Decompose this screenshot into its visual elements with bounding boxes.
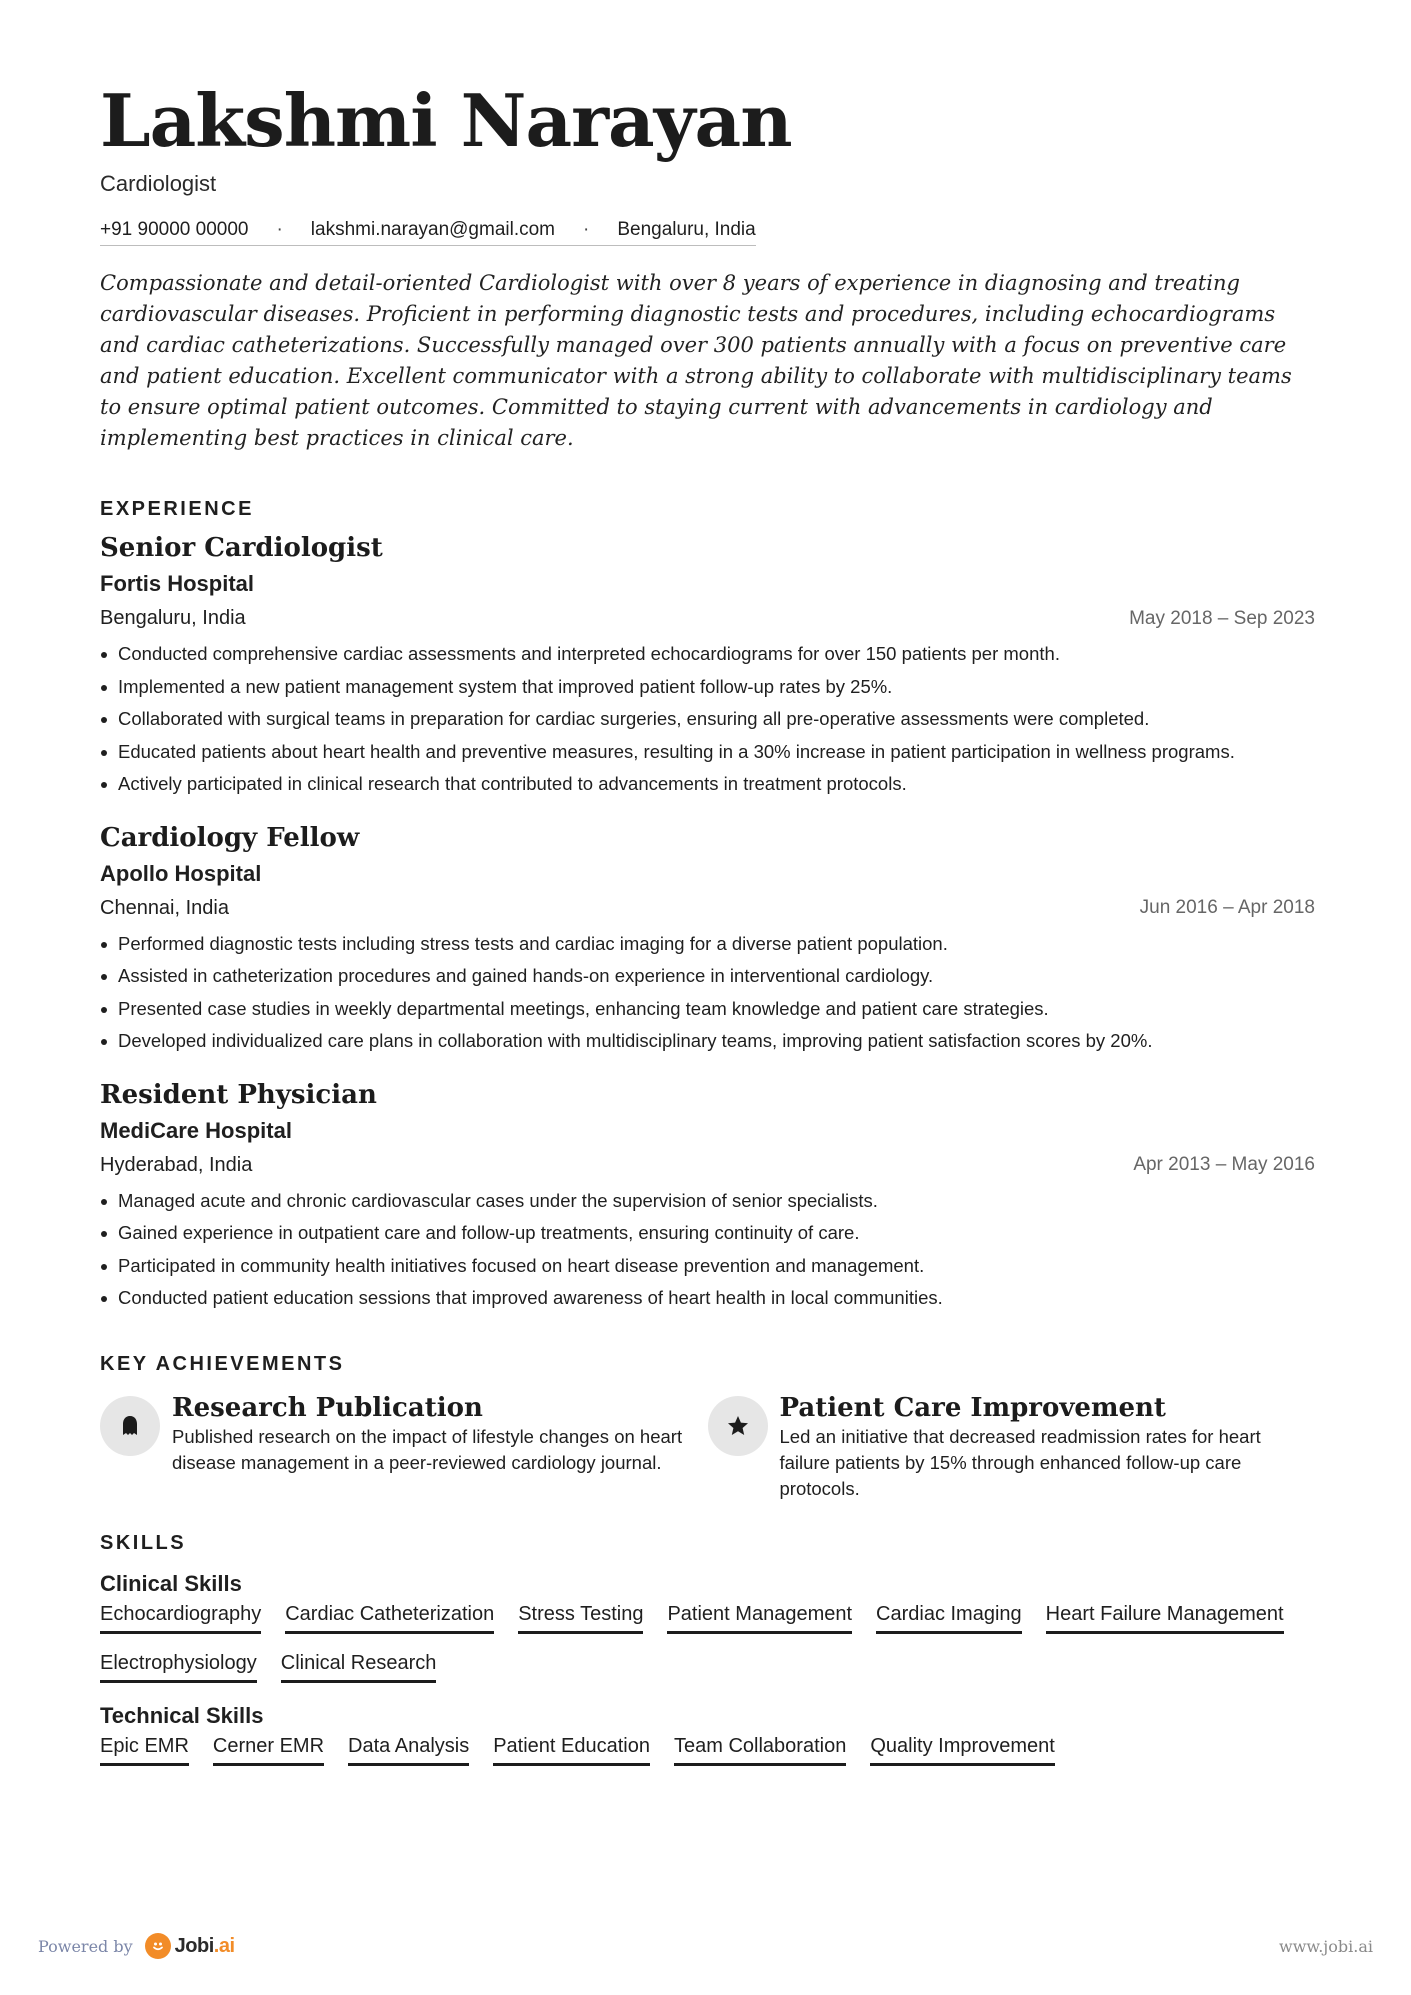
job-dates: Jun 2016 – Apr 2018 xyxy=(1139,897,1315,918)
skill-tag: Stress Testing xyxy=(518,1603,643,1634)
experience-entry xyxy=(100,1080,1315,1315)
achievement-description: Led an initiative that decreased readmission rates for heart failure patients by 15% through enhanced follow-up care protocols. xyxy=(779,1426,1261,1500)
achievement-item xyxy=(100,1394,708,1503)
location: Bengaluru, India xyxy=(617,219,756,240)
logo-suffix: .ai xyxy=(213,1934,235,1957)
position-title: Cardiology Fellow xyxy=(100,822,360,853)
phone[interactable]: +91 90000 00000 xyxy=(100,219,249,240)
job-location: Bengaluru, India xyxy=(100,607,246,629)
skill-tags xyxy=(100,1603,1315,1701)
bullet-item: Implemented a new patient management system that improved patient follow-up rates by 25%. xyxy=(100,671,1315,704)
skill-tags xyxy=(100,1735,1315,1784)
bullet-item: Gained experience in outpatient care and follow-up treatments, ensuring continuity of care. xyxy=(100,1217,1315,1250)
job-bullets xyxy=(100,928,1315,1058)
bullet-item: Conducted patient education sessions that improved awareness of heart health in local communities. xyxy=(100,1282,1315,1315)
jobi-logo[interactable] xyxy=(145,1933,235,1959)
footer xyxy=(0,1931,1411,1961)
job-dates: May 2018 – Sep 2023 xyxy=(1129,607,1315,629)
position-title: Resident Physician xyxy=(100,1079,377,1110)
skills-heading: SKILLS xyxy=(100,1532,187,1555)
jobi-logo-icon xyxy=(145,1933,171,1959)
skill-tag: Data Analysis xyxy=(348,1735,469,1766)
skill-tag: Patient Management xyxy=(667,1603,852,1634)
bullet-item: Conducted comprehensive cardiac assessments and interpreted echocardiograms for over 150 patients per month. xyxy=(100,638,1315,671)
achievement-item xyxy=(708,1394,1316,1503)
experience-entry xyxy=(100,823,1315,1058)
powered-by xyxy=(38,1933,235,1959)
skill-tag: Epic EMR xyxy=(100,1735,189,1766)
job-dates: Apr 2013 – May 2016 xyxy=(1133,1154,1315,1175)
ghost-icon xyxy=(100,1396,160,1456)
skill-tag: Echocardiography xyxy=(100,1603,261,1634)
skill-tag: Electrophysiology xyxy=(100,1652,257,1683)
bullet-item: Actively participated in clinical research that contributed to advancements in treatment protocols. xyxy=(100,768,1315,801)
location-date-row xyxy=(100,897,1315,920)
star-icon xyxy=(708,1396,768,1456)
bullet-item: Presented case studies in weekly departmental meetings, enhancing team knowledge and patient care strategies. xyxy=(100,993,1315,1026)
skill-tag: Quality Improvement xyxy=(870,1735,1055,1766)
company-name: Apollo Hospital xyxy=(100,860,262,886)
experience-entry xyxy=(100,533,1315,801)
achievements-list xyxy=(100,1394,1315,1503)
location-date-row xyxy=(100,1154,1315,1177)
bullet-item: Developed individualized care plans in collaboration with multidisciplinary teams, improving patient satisfaction scores by 20%. xyxy=(100,1025,1315,1058)
location-date-row xyxy=(100,607,1315,630)
bullet-item: Managed acute and chronic cardiovascular cases under the supervision of senior specialists. xyxy=(100,1185,1315,1218)
bullet-item: Collaborated with surgical teams in preparation for cardiac surgeries, ensuring all pre-operative assessments were completed. xyxy=(100,703,1315,736)
job-location: Hyderabad, India xyxy=(100,1153,253,1176)
logo-brand: Jobi xyxy=(174,1934,214,1957)
skill-tag: Heart Failure Management xyxy=(1046,1603,1284,1634)
experience-heading: EXPERIENCE xyxy=(100,498,254,520)
achievement-description: Published research on the impact of lifestyle changes on heart disease management in a peer-reviewed cardiology journal. xyxy=(172,1426,683,1474)
contact-bar xyxy=(100,219,756,246)
resume-content xyxy=(100,78,1315,1784)
summary: Compassionate and detail-oriented Cardiologist with over 8 years of experience in diagnosing and treating cardiovascular diseases. Proficient in performing diagnostic tests and procedures, including echocardiograms and cardiac catheterizations. Successfully managed over 300 patients annually with a focus on preventive care and patient education. Excellent communicator with a strong ability to collaborate with multidisciplinary teams to ensure optimal patient outcomes. Committed to staying current with advancements in cardiology and implementing best practices in clinical care. xyxy=(100,271,1292,450)
bullet-item: Assisted in catheterization procedures and gained hands-on experience in interventional cardiology. xyxy=(100,960,1315,993)
company-name: MediCare Hospital xyxy=(100,1117,292,1143)
job-bullets xyxy=(100,1185,1315,1315)
company-name: Fortis Hospital xyxy=(100,571,255,596)
skill-tag: Team Collaboration xyxy=(674,1735,846,1766)
position-title: Senior Cardiologist xyxy=(100,533,383,563)
contact-separator: · xyxy=(276,219,283,240)
bullet-item: Performed diagnostic tests including stress tests and cardiac imaging for a diverse patient population. xyxy=(100,928,1315,961)
job-location: Chennai, India xyxy=(100,896,229,919)
achievement-title: Research Publication xyxy=(172,1392,483,1423)
skill-tag: Clinical Research xyxy=(281,1652,437,1683)
skill-group-title: Clinical Skills xyxy=(100,1571,242,1597)
bullet-item: Participated in community health initiatives focused on heart disease prevention and management. xyxy=(100,1250,1315,1283)
skill-group-title: Technical Skills xyxy=(100,1703,264,1729)
skill-tag: Patient Education xyxy=(493,1735,650,1766)
skill-tag: Cerner EMR xyxy=(213,1735,324,1766)
powered-by-label: Powered by xyxy=(38,1936,133,1956)
job-title: Cardiologist xyxy=(100,171,217,196)
job-bullets xyxy=(100,638,1315,801)
skill-tag: Cardiac Catheterization xyxy=(285,1603,494,1634)
achievements-heading: KEY ACHIEVEMENTS xyxy=(100,1352,345,1375)
email[interactable]: lakshmi.narayan@gmail.com xyxy=(310,219,556,240)
candidate-name: Lakshmi Narayan xyxy=(100,78,792,163)
achievement-title: Patient Care Improvement xyxy=(779,1392,1166,1423)
site-link[interactable]: www.jobi.ai xyxy=(1279,1936,1373,1956)
skill-tag: Cardiac Imaging xyxy=(876,1603,1022,1634)
bullet-item: Educated patients about heart health and preventive measures, resulting in a 30% increase in patient participation in wellness programs. xyxy=(100,736,1315,769)
contact-separator: · xyxy=(583,219,590,240)
